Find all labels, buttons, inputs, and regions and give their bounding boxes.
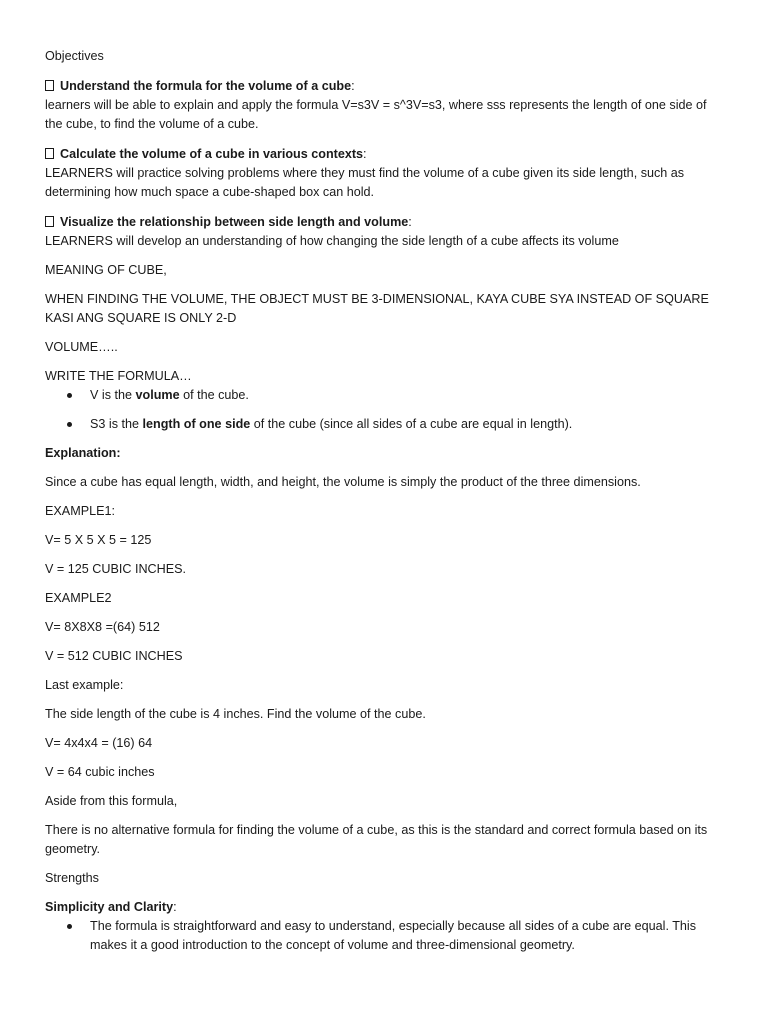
objectives-heading: Objectives [45,49,104,63]
objective-3-title-text: Visualize the relationship between side length and volume [60,215,409,229]
objective-1-title: Understand the formula for the volume of a cube: [45,77,723,96]
list-item: S3 is the length of one side of the cube (since all sides of a cube are equal in length). [45,415,723,434]
strengths-heading: Strengths [45,871,99,885]
objective-2-body: LEARNERS will practice solving problems where they must find the volume of a cube given its side length, such as determining how much space a cube-shaped box can hold. [45,166,685,199]
volume-line: VOLUME….. [45,340,118,354]
bullet-icon [67,422,72,427]
missing-glyph-icon [45,80,54,91]
explanation-text: Since a cube has equal length, width, and height, the volume is simply the product of the three dimensions. [45,475,641,489]
example1-result: V = 125 CUBIC INCHES. [45,562,187,576]
write-formula-line: WRITE THE FORMULA… [45,369,192,383]
last-example-problem: The side length of the cube is 4 inches. Find the volume of the cube. [45,707,426,721]
explanation-heading: Explanation: [45,446,121,460]
no-alternative-text: There is no alternative formula for finding the volume of a cube, as this is the standard and correct formula based on its geometry. [45,823,708,856]
list-item: The formula is straightforward and easy to understand, especially because all sides of a cube are equal. This makes it a good introduction to the concept of volume and three-dimensional geometry. [45,917,723,955]
example1-label: EXAMPLE1: [45,504,115,518]
formula-bullet-list [45,386,723,434]
objective-1-body: learners will be able to explain and apply the formula V=s3V = s^3V=s3, where sss represents the length of one side of the cube, to find the volume of a cube. [45,98,707,131]
simplicity-heading: Simplicity and Clarity: [45,900,177,914]
missing-glyph-icon [45,216,54,227]
example2-result: V = 512 CUBIC INCHES [45,649,183,663]
bullet-icon [67,924,72,929]
aside-line: Aside from this formula, [45,794,178,808]
objective-2-title: Calculate the volume of a cube in various contexts: [45,145,723,164]
strengths-bullet-list [45,917,723,955]
last-example-result: V = 64 cubic inches [45,765,155,779]
example2-calc: V= 8X8X8 =(64) 512 [45,620,160,634]
objective-3-body: LEARNERS will develop an understanding of how changing the side length of a cube affects its volume [45,234,619,248]
list-item: V is the volume of the cube. [45,386,723,405]
objective-2-title-text: Calculate the volume of a cube in various contexts [60,147,364,161]
last-example-label: Last example: [45,678,124,692]
last-example-calc: V= 4x4x4 = (16) 64 [45,736,153,750]
objective-1-title-text: Understand the formula for the volume of a cube [60,79,352,93]
example2-label: EXAMPLE2 [45,591,112,605]
meaning-line: MEANING OF CUBE, [45,263,167,277]
three-d-note: WHEN FINDING THE VOLUME, THE OBJECT MUST BE 3-DIMENSIONAL, KAYA CUBE SYA INSTEAD OF SQUARE KASI ANG SQUARE IS ONLY 2-D [45,292,709,325]
bullet-icon [67,393,72,398]
example1-calc: V= 5 X 5 X 5 = 125 [45,533,152,547]
missing-glyph-icon [45,148,54,159]
objective-3-title: Visualize the relationship between side length and volume: [45,213,723,232]
